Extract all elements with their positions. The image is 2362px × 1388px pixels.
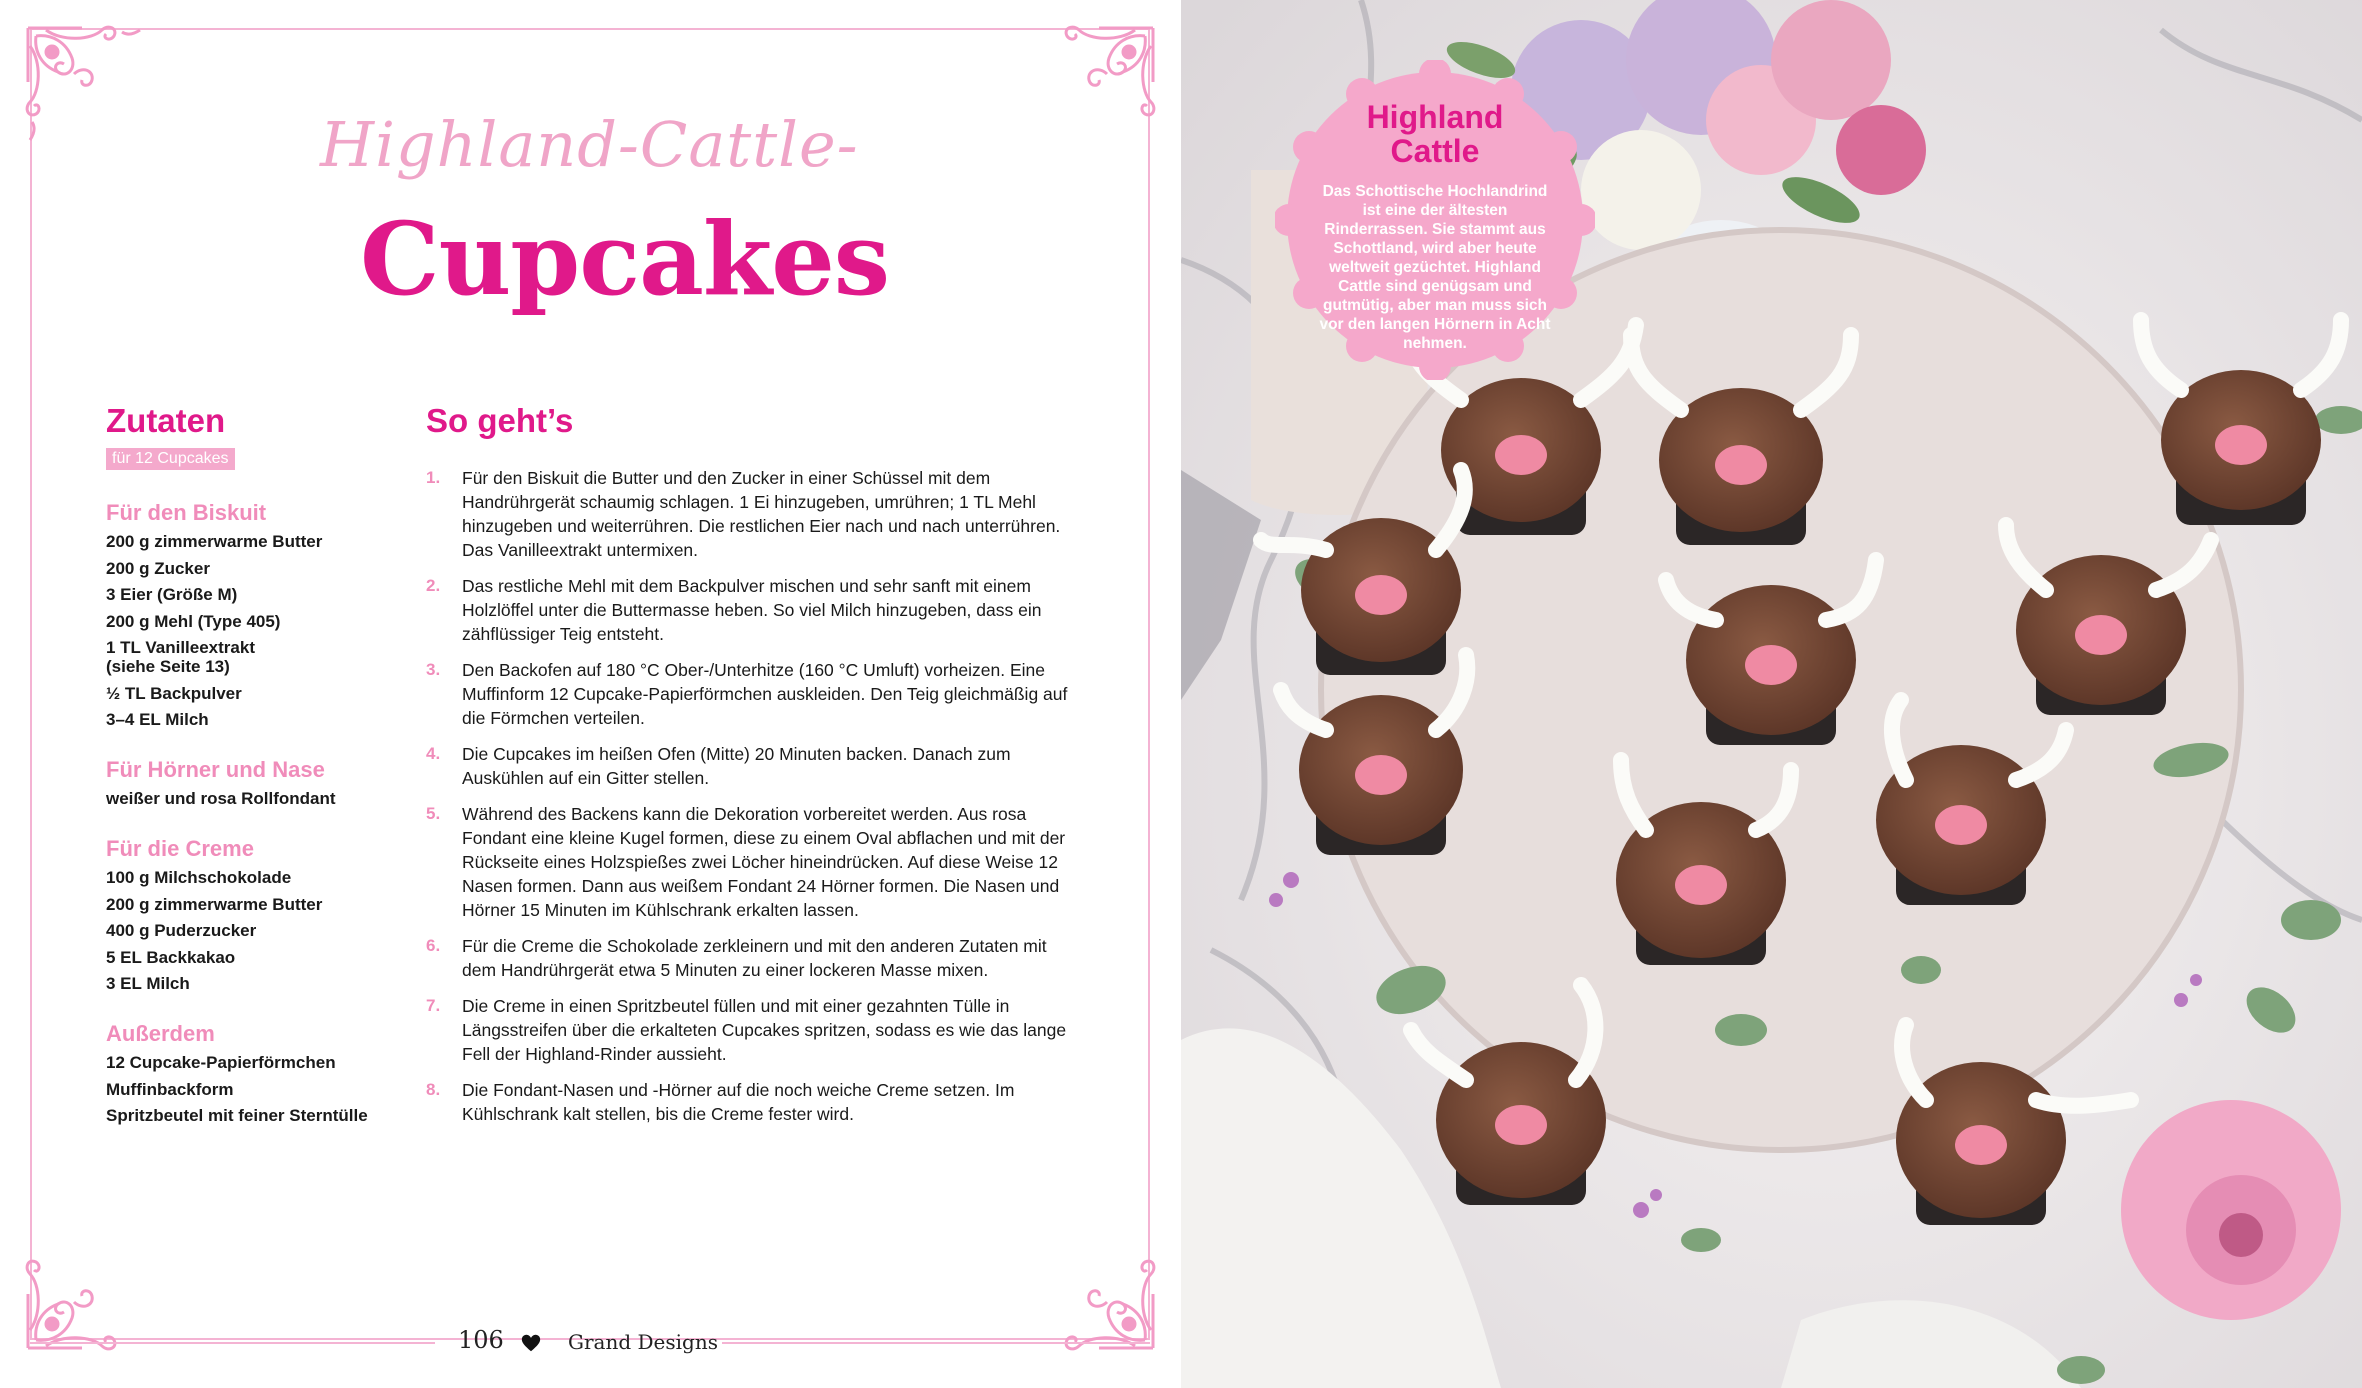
step-list xyxy=(426,466,1076,1126)
step-text: Die Cupcakes im heißen Ofen (Mitte) 20 Minuten backen. Danach zum Auskühlen auf ein Gitter stellen. xyxy=(462,744,1011,788)
step-item xyxy=(426,1078,1076,1126)
badge-text: Das Schottische Hochlandrind ist eine der ältesten Rinderrassen. Sie stammt aus Schottland, wird aber heute weltweit gezüchtet. Highland Cattle sind genügsam und gutmütig, aber man muss sich vor den langen Hörnern in Acht nehmen. xyxy=(1319,183,1551,352)
servings-badge: für 12 Cupcakes xyxy=(106,448,235,470)
ingredient-group xyxy=(106,836,406,993)
step-text: Das restliche Mehl mit dem Backpulver mischen und sehr sanft mit einem Holzlöffel unter die Buttermasse heben. So viel Milch hinzugeben, dass ein zähflüssiger Teig entsteht. xyxy=(462,576,1042,644)
recipe-title: Cupcakes xyxy=(360,200,890,318)
corner-ornament-icon xyxy=(1031,22,1159,150)
ingredient-group xyxy=(106,757,406,808)
ingredient-list xyxy=(106,532,406,729)
ingredient-list xyxy=(106,1053,406,1125)
ingredient-item: 3 Eier (Größe M) xyxy=(106,585,238,604)
step-number: 8. xyxy=(426,1080,441,1099)
footer-rule xyxy=(722,1342,1150,1344)
step-item xyxy=(426,934,1076,982)
step-number: 1. xyxy=(426,468,441,487)
ingredient-item: 200 g Zucker xyxy=(106,558,210,578)
step-number: 5. xyxy=(426,804,441,823)
ingredients-heading: Zutaten xyxy=(106,402,226,439)
ingredient-group xyxy=(106,1021,406,1125)
footer-rule xyxy=(30,1342,435,1344)
ingredient-group-title: Für die Creme xyxy=(106,836,254,861)
step-number: 3. xyxy=(426,660,441,679)
step-number: 4. xyxy=(426,744,441,763)
step-text: Für die Creme die Schokolade zerkleinern und mit den anderen Zutaten mit dem Handrührgerät etwa 5 Minuten zu einer lockeren Masse mixen. xyxy=(462,936,1047,980)
step-number: 2. xyxy=(426,576,441,595)
step-number: 7. xyxy=(426,996,441,1015)
ingredient-item: 12 Cupcake-Papierförmchen xyxy=(106,1053,336,1072)
book-title: Grand Designs xyxy=(568,1330,718,1354)
ingredient-item: 3–4 EL Milch xyxy=(106,710,209,729)
step-text: Die Fondant-Nasen und -Hörner auf die noch weiche Creme setzen. Im Kühlschrank kalt stellen, bis die Creme fester wird. xyxy=(462,1080,1015,1124)
step-item xyxy=(426,802,1076,922)
corner-ornament-icon xyxy=(22,22,150,150)
info-badge xyxy=(1275,60,1595,380)
pink-rose xyxy=(2121,1100,2341,1320)
ingredient-item: Spritzbeutel mit feiner Sterntülle xyxy=(106,1106,368,1125)
ingredient-item: Muffinbackform xyxy=(106,1079,234,1099)
ingredient-item: 1 TL Vanilleextrakt (siehe Seite 13) xyxy=(106,638,255,676)
ingredient-group-title: Für Hörner und Nase xyxy=(106,757,325,782)
step-number: 6. xyxy=(426,936,441,955)
ingredient-item: weißer und rosa Rollfondant xyxy=(106,789,336,808)
ingredient-group xyxy=(106,500,406,729)
step-text: Die Creme in einen Spritzbeutel füllen und mit einer gezahnten Tülle in Längsstreifen über die erkalteten Cupcakes spritzen, sodass es wie das lange Fell der Highland-Rinder aussieht. xyxy=(462,996,1067,1064)
heart-icon xyxy=(520,1332,542,1354)
step-text: Während des Backens kann die Dekoration vorbereitet werden. Aus rosa Fondant eine kleine Kugel formen, diese zu einem Oval abflachen und mit der Rückseite eines Holzspießes zwei Löcher hineindrücken. Auf diese Weise 12 Nasen formen. Dann aus weißem Fondant 24 Hörner formen. Die Nasen und Hörner 15 Minuten im Kühlschrank erkalten lassen. xyxy=(462,804,1066,920)
ingredient-item: 100 g Milchschokolade xyxy=(106,868,292,887)
page-footer xyxy=(0,1326,1181,1360)
ingredient-list xyxy=(106,868,406,993)
ingredient-group-title: Außerdem xyxy=(106,1021,215,1046)
page-number: 106 xyxy=(458,1326,504,1354)
method-heading: So geht’s xyxy=(426,402,574,439)
ingredient-item: 200 g zimmerwarme Butter xyxy=(106,894,323,914)
badge-title: Highland Cattle xyxy=(1366,99,1504,169)
step-text: Für den Biskuit die Butter und den Zucker in einer Schüssel mit dem Handrührgerät schaumig schlagen. 1 Ei hinzugeben, umrühren; 1 TL Mehl hinzugeben und weiterrühren. Die restlichen Eier nach und nach unterrühren. Das Vanilleextrakt untermixen. xyxy=(462,468,1061,560)
ingredient-list xyxy=(106,789,406,808)
ingredient-item: 400 g Puderzucker xyxy=(106,921,257,940)
step-item xyxy=(426,742,1076,790)
step-item xyxy=(426,994,1076,1066)
ingredients-column xyxy=(106,402,406,1133)
ingredient-item: 200 g zimmerwarme Butter xyxy=(106,532,323,551)
ingredient-item: 3 EL Milch xyxy=(106,974,190,993)
method-column xyxy=(426,402,1076,1138)
step-item xyxy=(426,658,1076,730)
ingredient-item: ½ TL Backpulver xyxy=(106,683,242,703)
ingredient-group-title: Für den Biskuit xyxy=(106,500,267,525)
step-item xyxy=(426,466,1076,562)
step-item xyxy=(426,574,1076,646)
recipe-title-script: Highland-Cattle- xyxy=(320,108,859,181)
ingredient-item: 5 EL Backkakao xyxy=(106,947,236,967)
ingredient-item: 200 g Mehl (Type 405) xyxy=(106,611,281,631)
step-text: Den Backofen auf 180 °C Ober-/Unterhitze (160 °C Umluft) vorheizen. Eine Muffinform 12 Cupcake-Papierförmchen auskleiden. Den Teig gleichmäßig auf die Förmchen verteilen. xyxy=(462,660,1068,728)
